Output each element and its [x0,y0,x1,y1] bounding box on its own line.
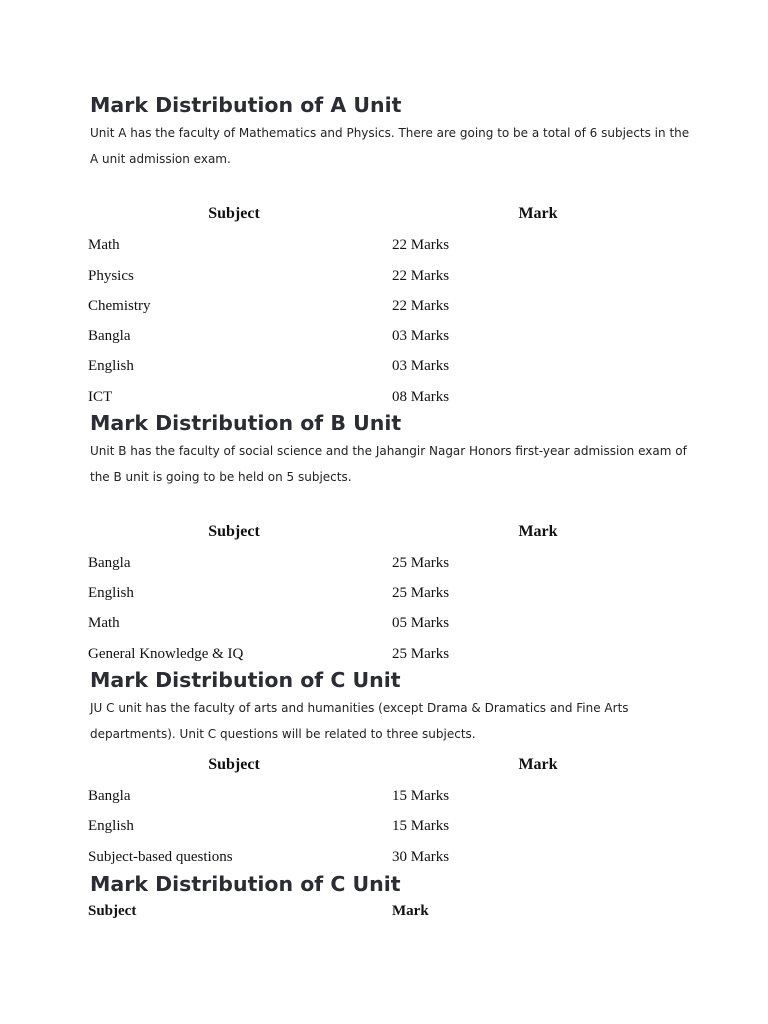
subject-cell: English [88,358,134,374]
mark-cell: 22 Marks [392,237,450,253]
mark-header: Mark [518,205,558,222]
mark-header: Mark [392,903,429,919]
section-a-title: Mark Distribution of A Unit [90,93,402,117]
subject-cell: Math [88,237,120,253]
section-c2-title: Mark Distribution of C Unit [90,872,401,896]
subject-cell: General Knowledge & IQ [88,646,244,662]
subject-cell: English [88,818,134,834]
subject-header: Subject [208,756,260,773]
mark-cell: 22 Marks [392,298,450,314]
mark-cell: 15 Marks [392,788,450,804]
subject-header: Subject [208,205,260,222]
section-c-description: JU C unit has the faculty of arts and humanities (except Drama & Dramatics and Fine Arts departments). Unit C questions will be related to three subjects. [90,701,629,741]
mark-cell: 15 Marks [392,818,450,834]
mark-cell: 05 Marks [392,615,450,631]
mark-cell: 25 Marks [392,555,450,571]
subject-cell: Bangla [88,555,131,571]
mark-cell: 22 Marks [392,268,450,284]
subject-header: Subject [88,903,137,919]
subject-header: Subject [208,523,260,540]
subject-cell: Math [88,615,120,631]
subject-cell: Physics [88,268,134,284]
subject-cell: Bangla [88,788,131,804]
section-b-description: Unit B has the faculty of social science and the Jahangir Nagar Honors first-year admission exam of the B unit is going to be held on 5 subjects. [90,444,687,484]
mark-cell: 25 Marks [392,585,450,601]
section-a-description: Unit A has the faculty of Mathematics and Physics. There are going to be a total of 6 subjects in the A unit admission exam. [90,126,690,166]
section-b-title: Mark Distribution of B Unit [90,411,402,435]
section-c-title: Mark Distribution of C Unit [90,668,401,692]
mark-cell: 03 Marks [392,328,450,344]
subject-cell: English [88,585,134,601]
mark-cell: 08 Marks [392,389,450,405]
subject-cell: ICT [88,389,113,405]
subject-cell: Chemistry [88,298,151,314]
mark-cell: 25 Marks [392,646,450,662]
subject-cell: Subject-based questions [88,849,233,865]
mark-header: Mark [518,756,558,773]
mark-header: Mark [518,523,558,540]
mark-cell: 30 Marks [392,849,450,865]
subject-cell: Bangla [88,328,131,344]
mark-cell: 03 Marks [392,358,450,374]
